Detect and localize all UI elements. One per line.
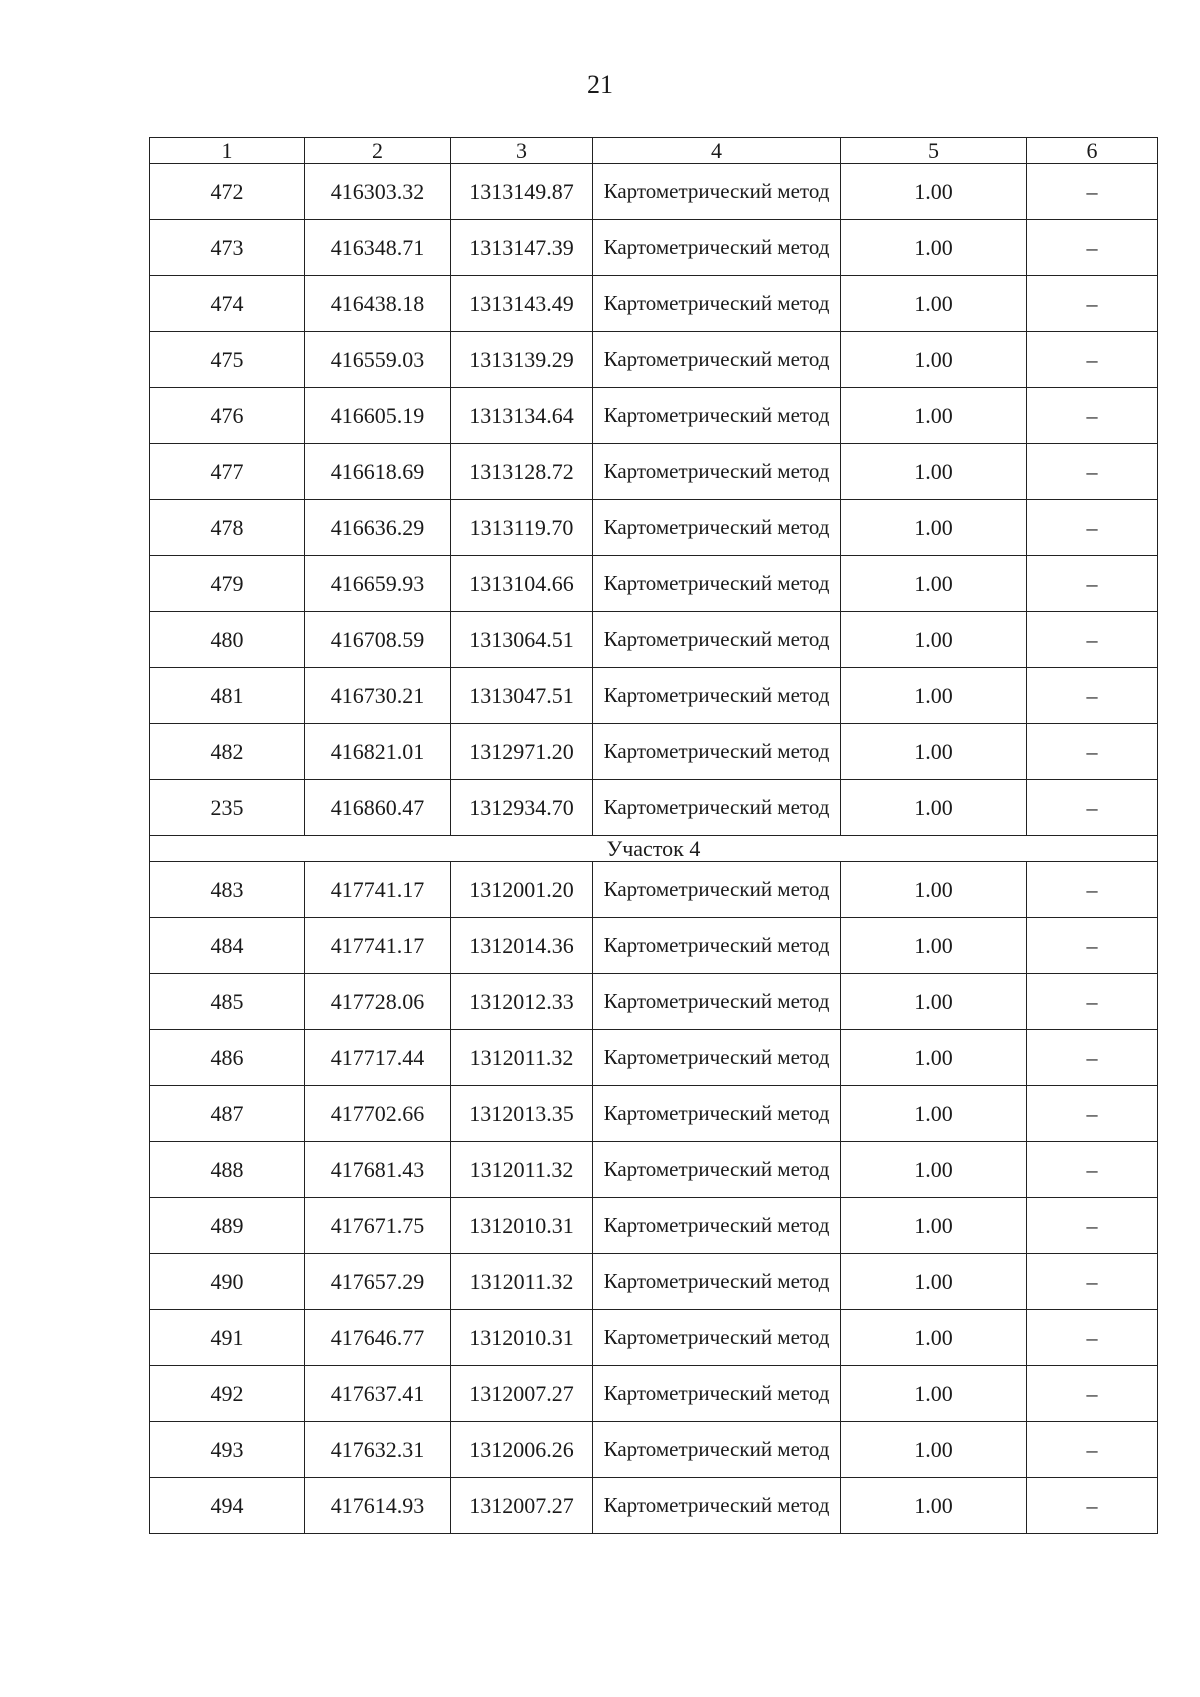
y-coordinate-cell: 1313147.39 — [451, 220, 593, 276]
method-cell: Картометрический метод — [593, 780, 841, 836]
table-row — [150, 612, 1158, 668]
method-cell: Картометрический метод — [593, 1310, 841, 1366]
accuracy-cell: 1.00 — [841, 780, 1027, 836]
point-number-cell: 480 — [150, 612, 305, 668]
y-coordinate-cell: 1312007.27 — [451, 1366, 593, 1422]
accuracy-cell: 1.00 — [841, 388, 1027, 444]
accuracy-cell: 1.00 — [841, 1254, 1027, 1310]
accuracy-cell: 1.00 — [841, 1086, 1027, 1142]
table-row — [150, 556, 1158, 612]
column-header-5: 5 — [841, 138, 1027, 164]
point-number-cell: 473 — [150, 220, 305, 276]
method-cell: Картометрический метод — [593, 164, 841, 220]
page-number: 21 — [587, 70, 613, 99]
method-cell: Картометрический метод — [593, 1142, 841, 1198]
table-row — [150, 724, 1158, 780]
note-cell: – — [1027, 556, 1158, 612]
point-number-cell: 488 — [150, 1142, 305, 1198]
table-row — [150, 500, 1158, 556]
y-coordinate-cell: 1312011.32 — [451, 1142, 593, 1198]
note-cell: – — [1027, 724, 1158, 780]
note-cell: – — [1027, 276, 1158, 332]
x-coordinate-cell: 417741.17 — [305, 862, 451, 918]
note-cell: – — [1027, 1086, 1158, 1142]
x-coordinate-cell: 417657.29 — [305, 1254, 451, 1310]
method-cell: Картометрический метод — [593, 724, 841, 780]
y-coordinate-cell: 1312010.31 — [451, 1310, 593, 1366]
y-coordinate-cell: 1312001.20 — [451, 862, 593, 918]
y-coordinate-cell: 1313143.49 — [451, 276, 593, 332]
point-number-cell: 475 — [150, 332, 305, 388]
column-header-4: 4 — [593, 138, 841, 164]
point-number-cell: 481 — [150, 668, 305, 724]
note-cell: – — [1027, 918, 1158, 974]
method-cell: Картометрический метод — [593, 1198, 841, 1254]
point-number-cell: 493 — [150, 1422, 305, 1478]
method-cell: Картометрический метод — [593, 500, 841, 556]
y-coordinate-cell: 1313134.64 — [451, 388, 593, 444]
table-row — [150, 780, 1158, 836]
x-coordinate-cell: 417646.77 — [305, 1310, 451, 1366]
table-header — [150, 138, 1158, 164]
point-number-cell: 235 — [150, 780, 305, 836]
accuracy-cell: 1.00 — [841, 1366, 1027, 1422]
table-row — [150, 1030, 1158, 1086]
note-cell: – — [1027, 1198, 1158, 1254]
x-coordinate-cell: 416559.03 — [305, 332, 451, 388]
column-header-6: 6 — [1027, 138, 1158, 164]
note-cell: – — [1027, 164, 1158, 220]
accuracy-cell: 1.00 — [841, 164, 1027, 220]
method-cell: Картометрический метод — [593, 1086, 841, 1142]
y-coordinate-cell: 1312006.26 — [451, 1422, 593, 1478]
accuracy-cell: 1.00 — [841, 332, 1027, 388]
point-number-cell: 491 — [150, 1310, 305, 1366]
note-cell: – — [1027, 1478, 1158, 1534]
y-coordinate-cell: 1312007.27 — [451, 1478, 593, 1534]
method-cell: Картометрический метод — [593, 1478, 841, 1534]
y-coordinate-cell: 1313047.51 — [451, 668, 593, 724]
x-coordinate-cell: 417614.93 — [305, 1478, 451, 1534]
method-cell: Картометрический метод — [593, 1366, 841, 1422]
y-coordinate-cell: 1312013.35 — [451, 1086, 593, 1142]
x-coordinate-cell: 416605.19 — [305, 388, 451, 444]
point-number-cell: 484 — [150, 918, 305, 974]
accuracy-cell: 1.00 — [841, 724, 1027, 780]
note-cell: – — [1027, 1422, 1158, 1478]
point-number-cell: 487 — [150, 1086, 305, 1142]
y-coordinate-cell: 1313149.87 — [451, 164, 593, 220]
method-cell: Картометрический метод — [593, 862, 841, 918]
note-cell: – — [1027, 780, 1158, 836]
table-row — [150, 974, 1158, 1030]
y-coordinate-cell: 1313104.66 — [451, 556, 593, 612]
accuracy-cell: 1.00 — [841, 1142, 1027, 1198]
point-number-cell: 483 — [150, 862, 305, 918]
method-cell: Картометрический метод — [593, 444, 841, 500]
x-coordinate-cell: 416348.71 — [305, 220, 451, 276]
y-coordinate-cell: 1313064.51 — [451, 612, 593, 668]
table-row — [150, 862, 1158, 918]
method-cell: Картометрический метод — [593, 612, 841, 668]
method-cell: Картометрический метод — [593, 276, 841, 332]
accuracy-cell: 1.00 — [841, 556, 1027, 612]
table-row — [150, 1310, 1158, 1366]
method-cell: Картометрический метод — [593, 1030, 841, 1086]
x-coordinate-cell: 417637.41 — [305, 1366, 451, 1422]
point-number-cell: 490 — [150, 1254, 305, 1310]
y-coordinate-cell: 1312012.33 — [451, 974, 593, 1030]
section-label: Участок 4 — [150, 836, 1158, 862]
accuracy-cell: 1.00 — [841, 668, 1027, 724]
x-coordinate-cell: 417728.06 — [305, 974, 451, 1030]
table-row — [150, 1086, 1158, 1142]
column-header-1: 1 — [150, 138, 305, 164]
point-number-cell: 474 — [150, 276, 305, 332]
note-cell: – — [1027, 500, 1158, 556]
table-row — [150, 388, 1158, 444]
table-row — [150, 918, 1158, 974]
method-cell: Картометрический метод — [593, 220, 841, 276]
accuracy-cell: 1.00 — [841, 1422, 1027, 1478]
note-cell: – — [1027, 1254, 1158, 1310]
column-header-2: 2 — [305, 138, 451, 164]
x-coordinate-cell: 416438.18 — [305, 276, 451, 332]
accuracy-cell: 1.00 — [841, 974, 1027, 1030]
accuracy-cell: 1.00 — [841, 1310, 1027, 1366]
table-row — [150, 668, 1158, 724]
y-coordinate-cell: 1313119.70 — [451, 500, 593, 556]
method-cell: Картометрический метод — [593, 388, 841, 444]
coordinates-table — [149, 137, 1158, 1534]
y-coordinate-cell: 1312014.36 — [451, 918, 593, 974]
note-cell: – — [1027, 974, 1158, 1030]
y-coordinate-cell: 1313128.72 — [451, 444, 593, 500]
y-coordinate-cell: 1313139.29 — [451, 332, 593, 388]
accuracy-cell: 1.00 — [841, 500, 1027, 556]
accuracy-cell: 1.00 — [841, 918, 1027, 974]
note-cell: – — [1027, 668, 1158, 724]
x-coordinate-cell: 417681.43 — [305, 1142, 451, 1198]
note-cell: – — [1027, 612, 1158, 668]
method-cell: Картометрический метод — [593, 332, 841, 388]
x-coordinate-cell: 417717.44 — [305, 1030, 451, 1086]
y-coordinate-cell: 1312934.70 — [451, 780, 593, 836]
method-cell: Картометрический метод — [593, 1422, 841, 1478]
table-row — [150, 1366, 1158, 1422]
table-row — [150, 1198, 1158, 1254]
accuracy-cell: 1.00 — [841, 1478, 1027, 1534]
point-number-cell: 472 — [150, 164, 305, 220]
table-row — [150, 1478, 1158, 1534]
y-coordinate-cell: 1312010.31 — [451, 1198, 593, 1254]
accuracy-cell: 1.00 — [841, 1030, 1027, 1086]
note-cell: – — [1027, 332, 1158, 388]
table-body — [150, 164, 1158, 1534]
accuracy-cell: 1.00 — [841, 862, 1027, 918]
table-row — [150, 164, 1158, 220]
point-number-cell: 494 — [150, 1478, 305, 1534]
note-cell: – — [1027, 220, 1158, 276]
table-row — [150, 1422, 1158, 1478]
note-cell: – — [1027, 1366, 1158, 1422]
x-coordinate-cell: 417702.66 — [305, 1086, 451, 1142]
point-number-cell: 476 — [150, 388, 305, 444]
section-row — [150, 836, 1158, 862]
note-cell: – — [1027, 1142, 1158, 1198]
accuracy-cell: 1.00 — [841, 220, 1027, 276]
x-coordinate-cell: 416618.69 — [305, 444, 451, 500]
method-cell: Картометрический метод — [593, 668, 841, 724]
x-coordinate-cell: 416730.21 — [305, 668, 451, 724]
note-cell: – — [1027, 1030, 1158, 1086]
x-coordinate-cell: 416708.59 — [305, 612, 451, 668]
note-cell: – — [1027, 444, 1158, 500]
accuracy-cell: 1.00 — [841, 444, 1027, 500]
x-coordinate-cell: 416821.01 — [305, 724, 451, 780]
table-row — [150, 1142, 1158, 1198]
table-row — [150, 276, 1158, 332]
point-number-cell: 489 — [150, 1198, 305, 1254]
accuracy-cell: 1.00 — [841, 276, 1027, 332]
point-number-cell: 486 — [150, 1030, 305, 1086]
x-coordinate-cell: 416659.93 — [305, 556, 451, 612]
point-number-cell: 479 — [150, 556, 305, 612]
method-cell: Картометрический метод — [593, 918, 841, 974]
header-row — [150, 138, 1158, 164]
point-number-cell: 492 — [150, 1366, 305, 1422]
note-cell: – — [1027, 862, 1158, 918]
x-coordinate-cell: 417671.75 — [305, 1198, 451, 1254]
x-coordinate-cell: 416636.29 — [305, 500, 451, 556]
x-coordinate-cell: 416303.32 — [305, 164, 451, 220]
y-coordinate-cell: 1312971.20 — [451, 724, 593, 780]
table-row — [150, 332, 1158, 388]
point-number-cell: 478 — [150, 500, 305, 556]
table-row — [150, 220, 1158, 276]
y-coordinate-cell: 1312011.32 — [451, 1030, 593, 1086]
method-cell: Картометрический метод — [593, 1254, 841, 1310]
note-cell: – — [1027, 1310, 1158, 1366]
accuracy-cell: 1.00 — [841, 612, 1027, 668]
point-number-cell: 482 — [150, 724, 305, 780]
note-cell: – — [1027, 388, 1158, 444]
point-number-cell: 485 — [150, 974, 305, 1030]
x-coordinate-cell: 416860.47 — [305, 780, 451, 836]
method-cell: Картометрический метод — [593, 974, 841, 1030]
point-number-cell: 477 — [150, 444, 305, 500]
x-coordinate-cell: 417632.31 — [305, 1422, 451, 1478]
table-row — [150, 444, 1158, 500]
accuracy-cell: 1.00 — [841, 1198, 1027, 1254]
x-coordinate-cell: 417741.17 — [305, 918, 451, 974]
y-coordinate-cell: 1312011.32 — [451, 1254, 593, 1310]
table-row — [150, 1254, 1158, 1310]
method-cell: Картометрический метод — [593, 556, 841, 612]
column-header-3: 3 — [451, 138, 593, 164]
